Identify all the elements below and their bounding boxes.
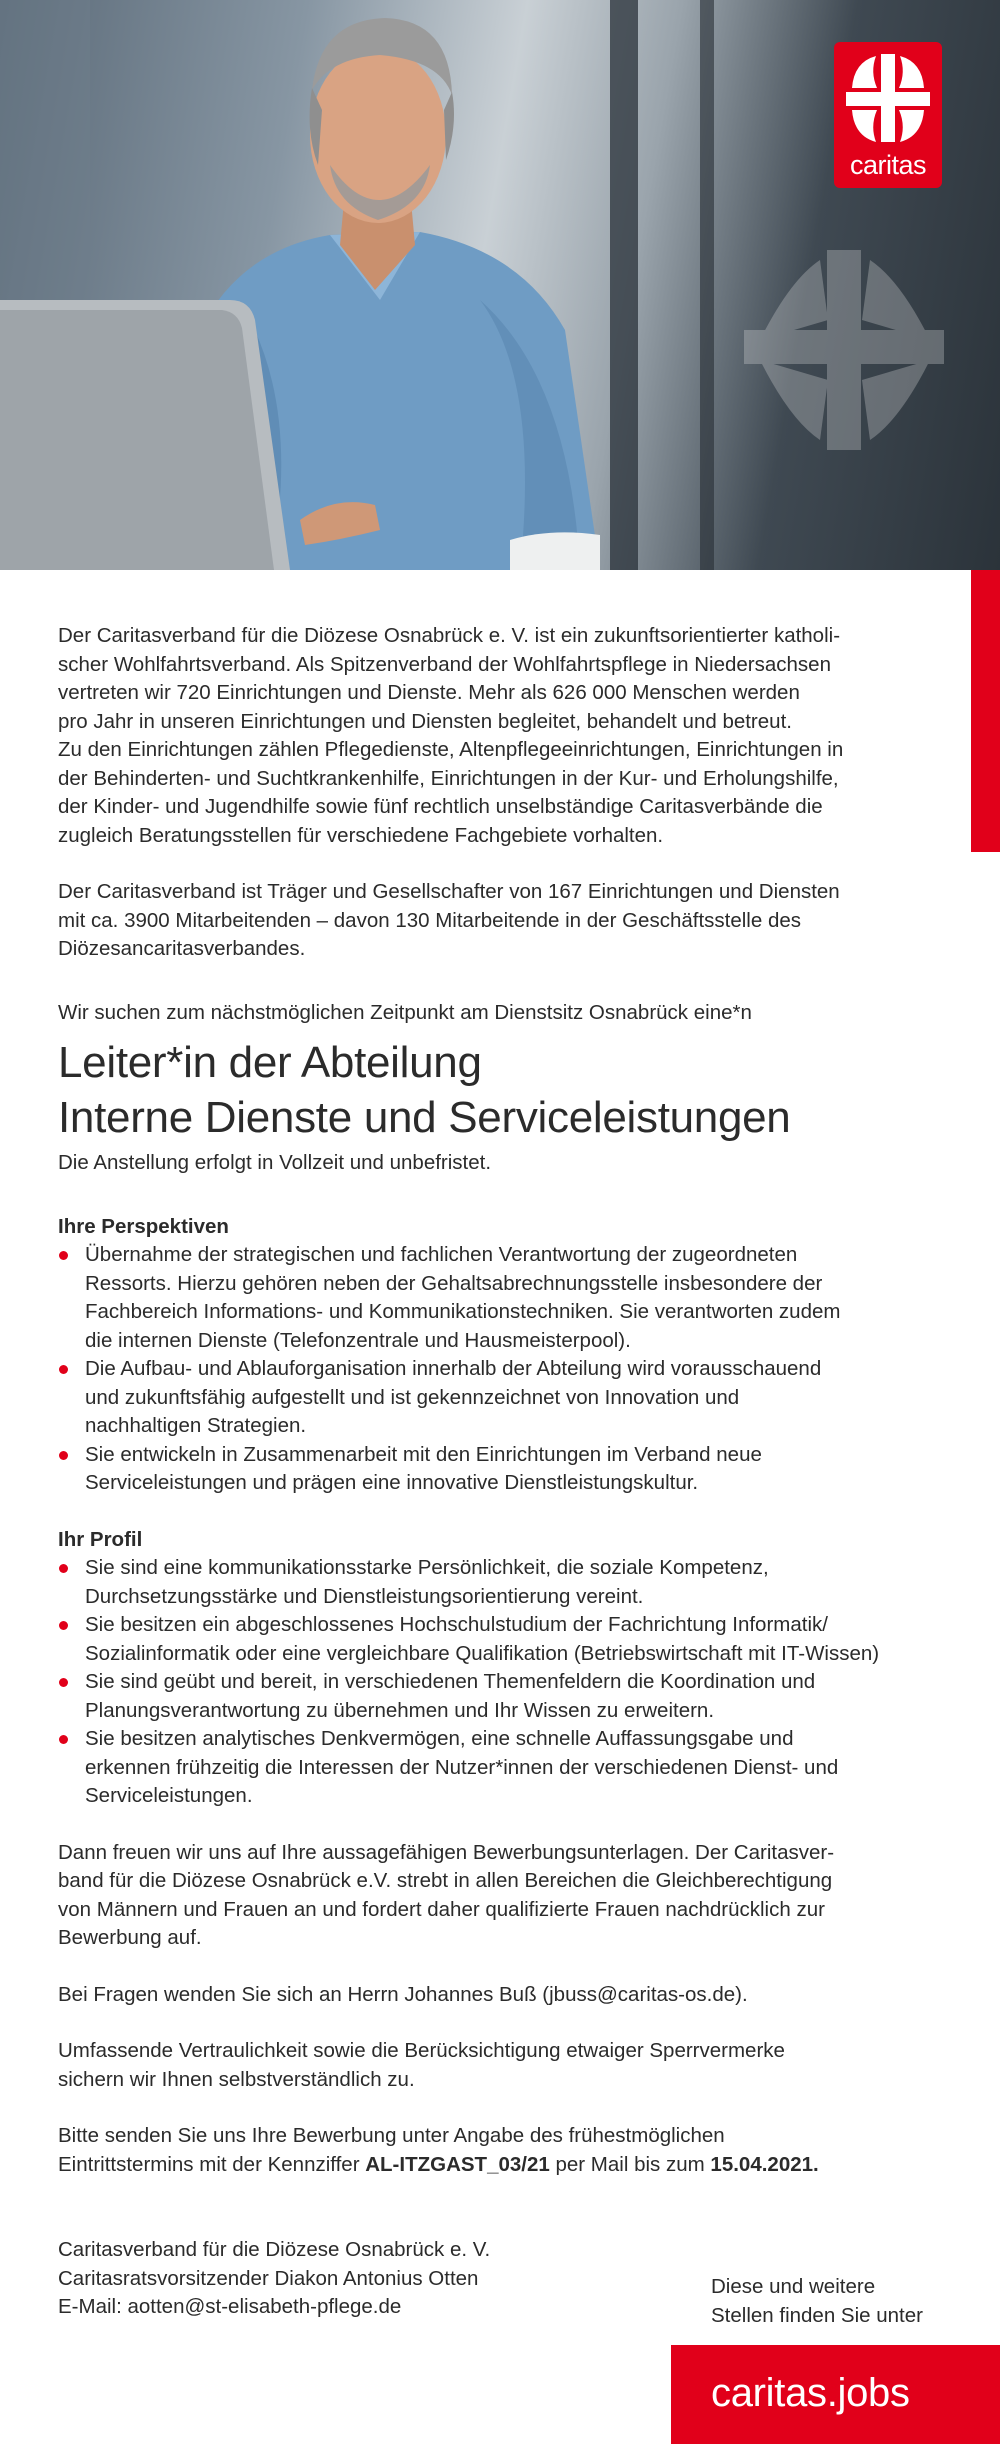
- application-instructions: Bitte senden Sie uns Ihre Bewerbung unter Angabe des frühestmöglichen Eintrittstermins mit der Kennziffer AL-ITZGAST_03/21 per Mail bis zum 15.04.2021.: [58, 2124, 819, 2176]
- job-title: Leiter*in der Abteilung Interne Dienste und Serviceleistungen: [58, 1038, 791, 1142]
- caritas-flame-cross-icon: [844, 50, 932, 146]
- contact-block: [58, 2236, 618, 2322]
- list-item: Die Aufbau- und Ablauforganisation innerhalb der Abteilung wird vorausschauend und zukunftsfähig aufgestellt und ist gekennzeichnet von Innovation und nachhaltigen Strategien.: [58, 1355, 938, 1441]
- caritas-jobs-link[interactable]: [671, 2345, 1000, 2444]
- search-line: Wir suchen zum nächstmöglichen Zeitpunkt am Dienstsitz Osnabrück eine*n: [58, 1000, 752, 1024]
- contact-chair: Caritasratsvorsitzender Diakon Antonius Otten: [58, 2266, 479, 2290]
- caritas-cross-watermark: [744, 250, 944, 450]
- more-jobs-note: Diese und weitere Stellen finden Sie unter: [711, 2275, 923, 2327]
- bullet-dot-icon: [59, 1564, 68, 1573]
- employment-terms: Die Anstellung erfolgt in Vollzeit und unbefristet.: [58, 1151, 492, 1174]
- contact-org: Caritasverband für die Diözese Osnabrück e. V.: [58, 2238, 491, 2261]
- red-accent-bar: [971, 570, 1000, 852]
- application-deadline: 15.04.2021.: [710, 2152, 819, 2176]
- list-item: Übernahme der strategischen und fachlichen Verantwortung der zugeordneten Ressorts. Hierzu gehören neben der Gehaltsabrechnungsstelle insbesondere der Fachbereich Informations- und Kommunikationstechniken. Sie verantworten zudem die internen Dienste (Telefonzentrale und Hausmeisterpool).: [58, 1241, 938, 1355]
- profile-list: [58, 1554, 938, 1811]
- bullet-dot-icon: [59, 1451, 68, 1460]
- list-item: Sie besitzen ein abgeschlossenes Hochschulstudium der Fachrichtung Informatik/ Sozialinformatik oder eine vergleichbare Qualifikation (Betriebswirtschaft mit IT-Wissen): [58, 1611, 938, 1668]
- job-posting-body: [58, 622, 938, 2179]
- questions-contact: Bei Fragen wenden Sie sich an Herrn Johannes Buß (jbuss@caritas-os.de).: [58, 1982, 748, 2006]
- bullet-dot-icon: [59, 1621, 68, 1630]
- caritas-logo: [834, 42, 942, 188]
- contact-email: E-Mail: aotten@st-elisabeth-pflege.de: [58, 2295, 402, 2318]
- list-item: Sie sind geübt und bereit, in verschiedenen Themenfeldern die Koordination und Planungsverantwortung zu übernehmen und Ihr Wissen zu erweitern.: [58, 1668, 938, 1725]
- caritas-jobs-url[interactable]: caritas.jobs: [711, 2371, 910, 2415]
- intro-paragraph-2: Der Caritasverband ist Träger und Gesellschafter von 167 Einrichtungen und Diensten mit ca. 3900 Mitarbeitenden – davon 130 Mitarbeitende in der Geschäftsstelle des Diözesancaritasverbandes.: [58, 880, 840, 960]
- perspectives-heading: Ihre Perspektiven: [58, 1214, 229, 1238]
- bullet-dot-icon: [59, 1251, 68, 1260]
- bullet-dot-icon: [59, 1735, 68, 1744]
- list-item: Sie entwickeln in Zusammenarbeit mit den Einrichtungen im Verband neue Serviceleistungen und prägen eine innovative Dienstleistungskultur.: [58, 1441, 938, 1498]
- reference-code: AL-ITZGAST_03/21: [365, 2152, 550, 2176]
- header-photo: [0, 0, 1000, 570]
- confidentiality-note: Umfassende Vertraulichkeit sowie die Berücksichtigung etwaiger Sperrvermerke sichern wir Ihnen selbstverständlich zu.: [58, 2039, 785, 2091]
- caritas-logo-wordmark: caritas: [849, 150, 927, 180]
- profile-heading: Ihr Profil: [58, 1527, 143, 1551]
- bullet-dot-icon: [59, 1365, 68, 1374]
- list-item: Sie besitzen analytisches Denkvermögen, eine schnelle Auffassungsgabe und erkennen frühzeitig die Interessen der Nutzer*innen der verschiedenen Dienst- und Serviceleistungen.: [58, 1725, 938, 1811]
- perspectives-list: [58, 1241, 938, 1498]
- closing-paragraph: Dann freuen wir uns auf Ihre aussagefähigen Bewerbungsunterlagen. Der Caritasver- band für die Diözese Osnabrück e.V. strebt in allen Bereichen die Gleichberechtigung von Männern und Frauen an und fordert daher qualifizierte Frauen nachdrücklich zur Bewerbung auf.: [58, 1840, 835, 1949]
- intro-paragraph-1: Der Caritasverband für die Diözese Osnabrück e. V. ist ein zukunftsorientierter katholi- scher Wohlfahrtsverband. Als Spitzenverband der Wohlfahrtspflege in Niedersachsen vertreten wir 720 Einrichtungen und Dienste. Mehr als 626 000 Menschen werden pro Jahr in unseren Einrichtungen und Diensten begleitet, behandelt und betreut. Zu den Einrichtungen zählen Pflegedienste, Altenpflegeeinrichtungen, Einrichtungen in der Behinderten- und Suchtkrankenhilfe, Einrichtungen in der Kur- und Erholungshilfe, der Kinder- und Jugendhilfe sowie fünf rechtlich unselbständige Caritasverbände die zugleich Beratungsstellen für verschiedene Fachgebiete vorhalten.: [58, 624, 844, 847]
- list-item: Sie sind eine kommunikationsstarke Persönlichkeit, die soziale Kompetenz, Durchsetzungsstärke und Dienstleistungsorientierung vereint.: [58, 1554, 938, 1611]
- bullet-dot-icon: [59, 1678, 68, 1687]
